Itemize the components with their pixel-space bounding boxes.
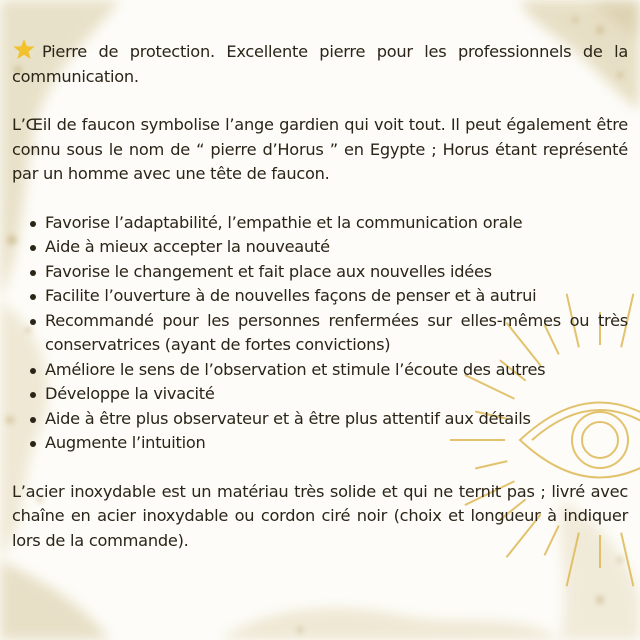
description-paragraph: L’Œil de faucon symbolise l’ange gardien qui voit tout. Il peut également être connu sous le nom de “ pierre d’Horus ” en Egypte ; Horus étant représenté par un homme avec une tête de faucon. [12,115,628,183]
intro-paragraph [12,38,628,89]
intro-text: Pierre de protection. Excellente pierre pour les professionnels de la communication. [12,42,628,86]
benefit-item: Développe la vivacité [28,382,628,407]
benefit-item: Favorise le changement et fait place aux nouvelles idées [28,260,628,285]
material-note-paragraph: L’acier inoxydable est un matériau très solide et qui ne ternit pas ; livré avec chaîne en acier inoxydable ou cordon ciré noir (choix et longueur à indiquer lors de la commande). [12,481,628,550]
benefit-item: Recommandé pour les personnes renfermées sur elles-mêmes ou très conservatrices (ayant de fortes convictions) [28,309,628,358]
benefit-item: Aide à être plus observateur et à être plus attentif aux détails [28,407,628,432]
benefit-item: Améliore le sens de l’observation et stimule l’écoute des autres [28,358,628,383]
benefits-list [12,211,628,456]
benefit-item: Augmente l’intuition [28,431,628,456]
star-icon [12,38,36,60]
benefit-item: Favorise l’adaptabilité, l’empathie et la communication orale [28,211,628,236]
benefit-item: Facilite l’ouverture à de nouvelles façons de penser et à autrui [28,284,628,309]
benefit-item: Aide à mieux accepter la nouveauté [28,235,628,260]
product-description [12,38,628,553]
